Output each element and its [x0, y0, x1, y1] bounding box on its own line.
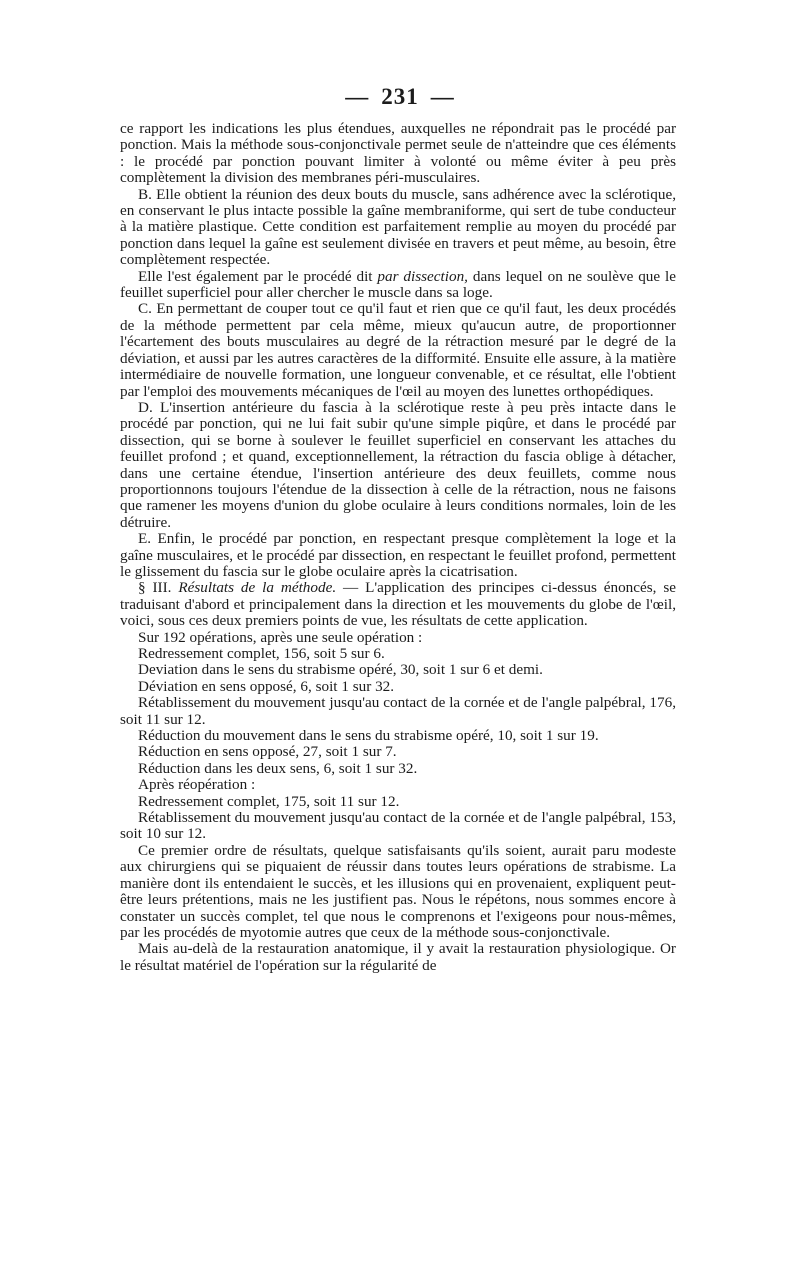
result-item: Réduction en sens opposé, 27, soit 1 sur 7. [138, 743, 397, 761]
section-number: § III. [138, 579, 179, 597]
result-item: Réduction du mouvement dans le sens du strabisme opéré, 10, soit 1 sur 19. [138, 727, 599, 745]
paragraph-dissection-end: dans lequel on ne soulève que le feuillet superficiel pour aller chercher le muscle dans sa loge. [120, 267, 676, 302]
paragraph-e: E. Enfin, le procédé par ponction, en respectant presque complètement la loge et la gaîne musculaires, et le procédé par dissection, en respectant le feuillet profond, permettent le glissement du fascia sur le globe oculaire après la cicatrisation. [120, 530, 676, 580]
reoperation-item: Redressement complet, 175, soit 11 sur 12. [138, 792, 400, 810]
result-item: Déviation en sens opposé, 6, soit 1 sur 32. [138, 677, 395, 695]
page-header [0, 84, 800, 110]
term-par-dissection: par dissection, [377, 267, 468, 285]
closing-paragraph: Mais au-delà de la restauration anatomique, il y avait la restauration physiologique. Or le résultat matériel de l'opération sur la régularité de [120, 940, 676, 974]
paragraph-continuation: ce rapport les indications les plus étendues, auxquelles ne répondrait pas le procédé par ponction. Mais la méthode sous-conjonctivale permet seule de n'atteindre que ces éléments : le procédé par ponction pouvant limiter à volonté ou même éviter à peu près complètement la division des membranes péri-musculaires. [120, 120, 676, 187]
result-item: Deviation dans le sens du strabisme opéré, 30, soit 1 sur 6 et demi. [138, 661, 543, 679]
reoperation-intro: Après réopération : [138, 776, 256, 794]
header-dash-left: — [345, 84, 370, 109]
paragraph-dissection [120, 269, 676, 302]
section-title: Résultats de la méthode. [178, 579, 337, 597]
page-body [120, 121, 676, 974]
reoperation-item: Rétablissement du mouvement jusqu'au contact de la cornée et de l'angle palpébral, 153, soit 10 sur 12. [120, 809, 676, 843]
section-heading-paragraph [120, 580, 676, 629]
paragraph-c: C. En permettant de couper tout ce qu'il faut et rien que ce qu'il faut, les deux procédés de la méthode permettent par cela même, mieux qu'aucun autre, de proportionner l'écartement des bouts musculaires au degré de la rétraction mesuré par le degré de la déviation, et aussi par les autres caractères de la difformité. Ensuite elle assure, à la matière intermédiaire de nouvelle formation, une longueur convenable, et ce résultat, elle l'obtient par l'emploi des mouvements mécaniques de l'œil au moyen des lunettes orthopédiques. [120, 300, 676, 400]
result-item: Rétablissement du mouvement jusqu'au contact de la cornée et de l'angle palpébral, 176, soit 11 sur 12. [120, 694, 676, 728]
closing-paragraph: Ce premier ordre de résultats, quelque satisfaisants qu'ils soient, aurait paru modeste aux chirurgiens qui se piquaient de réussir dans toutes leurs opérations de strabisme. La manière dont ils entendaient le succès, et les illusions qui en provenaient, expliquent peut-être leurs prétentions, mais ne les justifient pas. Nous le répétons, nous sommes encore à constater un succès complet, tel que nous le comprenons et l'exigeons pour nous-mêmes, par les procédés de myotomie autres que ceux de la méthode sous-conjonctivale. [120, 841, 676, 941]
paragraph-b: B. Elle obtient la réunion des deux bouts du muscle, sans adhérence avec la sclérotique, en conservant le plus intacte possible la gaîne membraniforme, qui sert de tube conducteur à la matière plastique. Cette condition est parfaitement remplie au moyen du procédé par ponction dans lequel la gaîne est seulement divisée en travers et peut même, au besoin, être complètement respectée. [120, 185, 676, 269]
header-dash-right: — [430, 84, 455, 109]
page-number: 231 [381, 84, 419, 109]
paragraph-d: D. L'insertion antérieure du fascia à la sclérotique reste à peu près intacte dans le procédé par ponction, qui ne lui fait subir qu'une simple piqûre, et dans le procédé par dissection, qui se borne à soulever le feuillet superficiel en conservant les attaches du feuillet profond ; et quand, exceptionnellement, la rétraction du fascia oblige à détacher, dans une certaine étendue, l'insertion antérieure des deux feuillets, comme nous proportionnons toujours l'étendue de la dissection à celle de la rétraction, nous ne faisons que ramener les moyens d'union du globe oculaire à leurs conditions normales, loin de les détruire. [120, 398, 676, 531]
paragraph-dissection-start: Elle l'est également par le procédé dit [138, 267, 378, 285]
result-item: Réduction dans les deux sens, 6, soit 1 sur 32. [138, 759, 418, 777]
section-intro: — L'application des principes ci-dessus énoncés, se traduisant d'abord et principalement dans la direction et les mouvements du globe de l'œil, voici, sous ces deux premiers points de vue, les résultats de cette application. [120, 579, 676, 630]
result-item: Redressement complet, 156, soit 5 sur 6. [138, 645, 385, 662]
results-intro: Sur 192 opérations, après une seule opération : [138, 628, 423, 646]
